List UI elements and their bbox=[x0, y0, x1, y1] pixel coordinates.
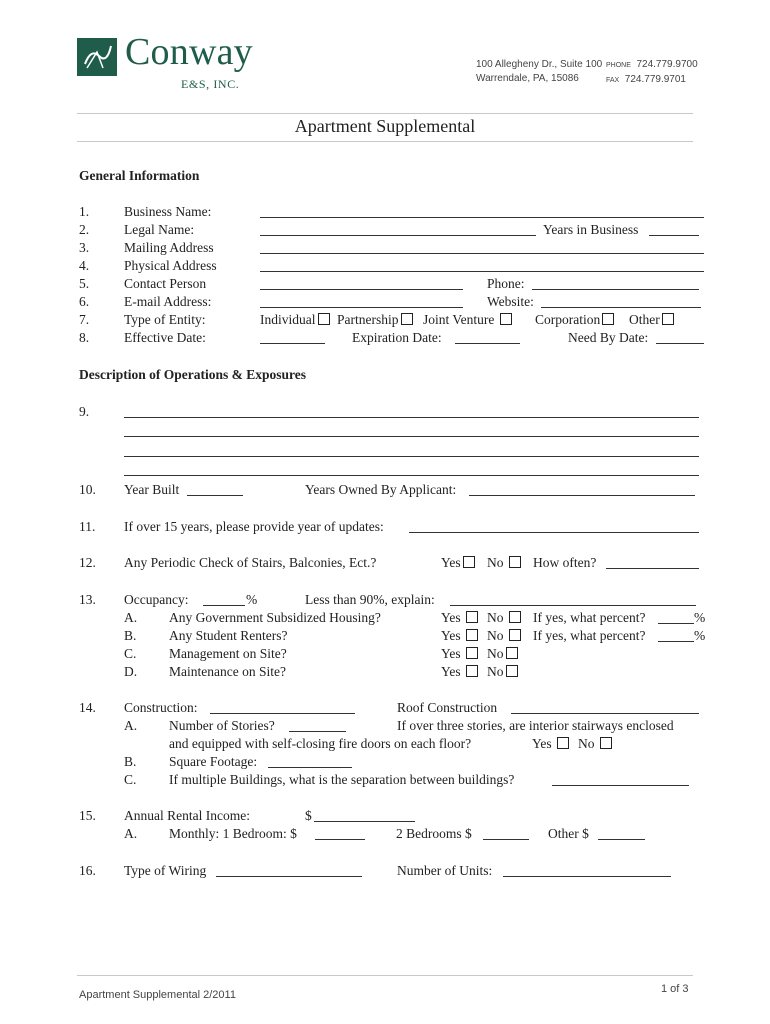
fax-label: FAX bbox=[606, 77, 620, 84]
mailing-address-field[interactable] bbox=[260, 253, 704, 254]
field-label: Expiration Date: bbox=[352, 330, 442, 345]
dollar-sign: $ bbox=[305, 808, 312, 823]
logo-wordmark: Conway bbox=[125, 31, 253, 73]
field-label: Construction: bbox=[124, 700, 198, 715]
entity-corporation-checkbox[interactable] bbox=[602, 313, 614, 325]
field-label: Legal Name: bbox=[124, 222, 195, 237]
field-label: Maintenance on Site? bbox=[169, 664, 286, 679]
footer-form-id: Apartment Supplemental 2/2011 bbox=[79, 989, 236, 1001]
field-label: Roof Construction bbox=[397, 700, 498, 715]
item-number: 4. bbox=[79, 258, 90, 273]
one-bedroom-field[interactable] bbox=[315, 839, 365, 840]
years-owned-field[interactable] bbox=[469, 495, 695, 496]
phone-number: 724.779.9700 bbox=[636, 59, 698, 70]
field-label: Any Government Subsidized Housing? bbox=[169, 610, 381, 625]
field-label: Mailing Address bbox=[124, 240, 214, 255]
entity-individual-checkbox[interactable] bbox=[318, 313, 330, 325]
item-number: 16. bbox=[79, 863, 96, 878]
yes-option: Yes bbox=[441, 646, 478, 662]
how-often-field[interactable] bbox=[606, 568, 699, 569]
field-label: Occupancy: bbox=[124, 592, 189, 607]
building-separation-field[interactable] bbox=[552, 785, 689, 786]
phone-label: PHONE bbox=[606, 62, 631, 69]
field-label: Monthly: 1 Bedroom: $ bbox=[169, 826, 297, 841]
percent-sign: % bbox=[694, 610, 706, 625]
sub-letter: B. bbox=[124, 628, 137, 643]
roof-construction-field[interactable] bbox=[511, 713, 699, 714]
maintenance-no-checkbox[interactable] bbox=[506, 665, 518, 677]
field-label: Need By Date: bbox=[568, 330, 649, 345]
field-label: Number of Stories? bbox=[169, 718, 275, 733]
operations-line-3[interactable] bbox=[124, 456, 699, 457]
item-number: 15. bbox=[79, 808, 96, 823]
entity-joint-venture: Joint Venture bbox=[423, 312, 512, 328]
entity-joint-venture-checkbox[interactable] bbox=[500, 313, 512, 325]
periodic-check-yes-checkbox[interactable] bbox=[463, 556, 475, 568]
field-label: Phone: bbox=[487, 276, 525, 291]
entity-other-checkbox[interactable] bbox=[662, 313, 674, 325]
field-label: If over three stories, are interior stairways enclosed bbox=[397, 718, 674, 733]
title-divider bbox=[77, 141, 693, 142]
logo-mark-icon bbox=[77, 38, 117, 76]
yes-option: Yes bbox=[441, 664, 478, 680]
field-label: Years Owned By Applicant: bbox=[305, 482, 457, 497]
square-footage-field[interactable] bbox=[268, 767, 352, 768]
field-label: Annual Rental Income: bbox=[124, 808, 250, 823]
section-heading-operations: Description of Operations & Exposures bbox=[79, 367, 307, 382]
stairways-no-checkbox[interactable] bbox=[600, 737, 612, 749]
field-label: Less than 90%, explain: bbox=[305, 592, 435, 607]
sub-letter: B. bbox=[124, 754, 137, 769]
item-number: 9. bbox=[79, 404, 90, 419]
entity-other: Other bbox=[629, 312, 674, 328]
field-label: Number of Units: bbox=[397, 863, 493, 878]
subsidized-percent-field[interactable] bbox=[658, 623, 694, 624]
field-label: Physical Address bbox=[124, 258, 217, 273]
field-label: If multiple Buildings, what is the separation between buildings? bbox=[169, 772, 515, 787]
no-option: No bbox=[578, 736, 612, 752]
field-label: Website: bbox=[487, 294, 534, 309]
sub-letter: A. bbox=[124, 718, 138, 733]
address-line-1: 100 Allegheny Dr., Suite 100 bbox=[476, 59, 603, 70]
field-label: If yes, what percent? bbox=[533, 628, 646, 643]
item-number: 14. bbox=[79, 700, 96, 715]
operations-line-4[interactable] bbox=[124, 475, 699, 476]
item-number: 11. bbox=[79, 519, 96, 534]
top-divider bbox=[77, 113, 693, 114]
field-label: 2 Bedrooms $ bbox=[396, 826, 472, 841]
entity-individual: Individual bbox=[260, 312, 330, 328]
entity-corporation: Corporation bbox=[535, 312, 614, 328]
logo bbox=[77, 31, 277, 98]
explain-field[interactable] bbox=[450, 605, 696, 606]
field-label: Management on Site? bbox=[169, 646, 287, 661]
entity-partnership-checkbox[interactable] bbox=[401, 313, 413, 325]
entity-partnership: Partnership bbox=[337, 312, 413, 328]
student-percent-field[interactable] bbox=[658, 641, 694, 642]
email-field[interactable] bbox=[260, 307, 463, 308]
field-label: E-mail Address: bbox=[124, 294, 212, 309]
item-number: 2. bbox=[79, 222, 90, 237]
legal-name-field[interactable] bbox=[260, 235, 536, 236]
item-number: 3. bbox=[79, 240, 90, 255]
other-rent-field[interactable] bbox=[598, 839, 645, 840]
section-heading-general: General Information bbox=[79, 168, 200, 183]
percent-sign: % bbox=[246, 592, 258, 607]
no-option: No bbox=[487, 628, 521, 644]
field-label: Years in Business bbox=[543, 222, 639, 237]
field-label: Square Footage: bbox=[169, 754, 258, 769]
field-label: Type of Entity: bbox=[124, 312, 206, 327]
effective-date-field[interactable] bbox=[260, 343, 325, 344]
field-label: Other $ bbox=[548, 826, 589, 841]
number-of-stories-field[interactable] bbox=[289, 731, 346, 732]
management-yes-checkbox[interactable] bbox=[466, 647, 478, 659]
sub-letter: C. bbox=[124, 646, 137, 661]
item-number: 1. bbox=[79, 204, 90, 219]
annual-rental-income-field[interactable] bbox=[314, 821, 415, 822]
field-label: If yes, what percent? bbox=[533, 610, 646, 625]
footer-divider bbox=[77, 975, 693, 976]
year-of-updates-field[interactable] bbox=[409, 532, 699, 533]
phone-field[interactable] bbox=[532, 289, 699, 290]
field-label: How often? bbox=[533, 555, 597, 570]
item-number: 8. bbox=[79, 330, 90, 345]
field-label: Type of Wiring bbox=[124, 863, 207, 878]
years-in-business-field[interactable] bbox=[649, 235, 699, 236]
operations-line-1[interactable] bbox=[124, 417, 699, 418]
occupancy-field[interactable] bbox=[203, 605, 245, 606]
stairways-yes-checkbox[interactable] bbox=[557, 737, 569, 749]
logo-subtitle: E&S, INC. bbox=[181, 77, 240, 91]
sub-letter: A. bbox=[124, 826, 138, 841]
operations-line-2[interactable] bbox=[124, 436, 699, 437]
field-label: and equipped with self-closing fire doors on each floor? bbox=[169, 736, 472, 751]
wiring-type-field[interactable] bbox=[216, 876, 362, 877]
subsidized-no-checkbox[interactable] bbox=[509, 611, 521, 623]
sub-letter: D. bbox=[124, 664, 138, 679]
percent-sign: % bbox=[694, 628, 706, 643]
page-title: Apartment Supplemental bbox=[294, 116, 476, 136]
field-label: Any Periodic Check of Stairs, Balconies, Ect.? bbox=[124, 555, 377, 570]
two-bedrooms-field[interactable] bbox=[483, 839, 529, 840]
item-number: 12. bbox=[79, 555, 96, 570]
contact-person-field[interactable] bbox=[260, 289, 463, 290]
number-of-units-field[interactable] bbox=[503, 876, 671, 877]
field-label: Contact Person bbox=[124, 276, 207, 291]
website-field[interactable] bbox=[541, 307, 701, 308]
field-label: Business Name: bbox=[124, 204, 212, 219]
no-option: No bbox=[487, 555, 521, 571]
year-built-field[interactable] bbox=[187, 495, 243, 496]
sub-letter: A. bbox=[124, 610, 138, 625]
yes-option: Yes bbox=[532, 736, 569, 752]
item-number: 10. bbox=[79, 482, 96, 497]
no-option: No bbox=[487, 664, 518, 680]
periodic-check-no-checkbox[interactable] bbox=[509, 556, 521, 568]
no-option: No bbox=[487, 646, 518, 662]
field-label: Effective Date: bbox=[124, 330, 206, 345]
yes-option: Yes bbox=[441, 555, 475, 571]
management-no-checkbox[interactable] bbox=[506, 647, 518, 659]
page-number: 1 of 3 bbox=[661, 983, 689, 995]
item-number: 5. bbox=[79, 276, 90, 291]
item-number: 13. bbox=[79, 592, 96, 607]
contact-block bbox=[606, 58, 698, 88]
address-block bbox=[476, 58, 602, 86]
yes-option: Yes bbox=[441, 610, 478, 626]
item-number: 6. bbox=[79, 294, 90, 309]
field-label: If over 15 years, please provide year of updates: bbox=[124, 519, 384, 534]
maintenance-yes-checkbox[interactable] bbox=[466, 665, 478, 677]
sub-letter: C. bbox=[124, 772, 137, 787]
student-renters-yes-checkbox[interactable] bbox=[466, 629, 478, 641]
need-by-date-field[interactable] bbox=[656, 343, 704, 344]
no-option: No bbox=[487, 610, 521, 626]
subsidized-yes-checkbox[interactable] bbox=[466, 611, 478, 623]
construction-field[interactable] bbox=[210, 713, 355, 714]
address-line-2: Warrendale, PA, 15086 bbox=[476, 73, 579, 84]
field-label: Year Built bbox=[124, 482, 180, 497]
expiration-date-field[interactable] bbox=[455, 343, 520, 344]
fax-number: 724.779.9701 bbox=[624, 74, 686, 85]
student-renters-no-checkbox[interactable] bbox=[509, 629, 521, 641]
field-label: Any Student Renters? bbox=[169, 628, 288, 643]
physical-address-field[interactable] bbox=[260, 271, 704, 272]
yes-option: Yes bbox=[441, 628, 478, 644]
business-name-field[interactable] bbox=[260, 217, 704, 218]
item-number: 7. bbox=[79, 312, 90, 327]
